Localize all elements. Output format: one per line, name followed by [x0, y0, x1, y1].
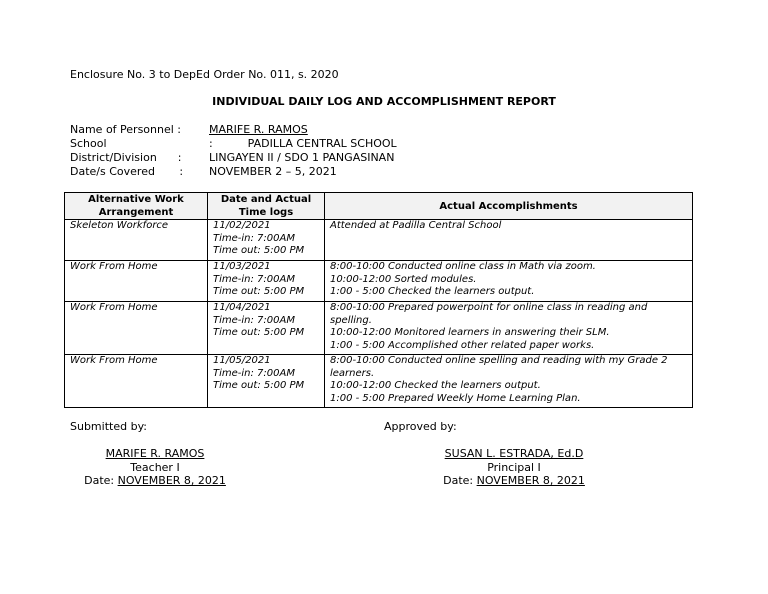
school-value: : PADILLA CENTRAL SCHOOL [209, 137, 397, 150]
arrangement-cell: Work From Home [65, 302, 208, 355]
submitter-date-value: NOVEMBER 8, 2021 [117, 474, 226, 487]
accomplishment-line: 8:00-10:00 Conducted online class in Math via zoom. [330, 261, 596, 272]
accomplishment-line: 10:00-12:00 Sorted modules. [330, 273, 477, 285]
approved-by-label: Approved by: [384, 420, 457, 433]
personnel-name-value: MARIFE R. RAMOS [209, 123, 308, 136]
dates-covered-value: NOVEMBER 2 – 5, 2021 [209, 165, 337, 178]
approver-date-value: NOVEMBER 8, 2021 [476, 474, 585, 487]
table-row [65, 261, 693, 302]
approver-name-text: SUSAN L. ESTRADA, Ed.D [444, 447, 584, 460]
approver-name [434, 447, 594, 460]
submitter-date-label: Date: [84, 474, 118, 487]
accomplishment-line: 10:00-12:00 Monitored learners in answering their SLM. [330, 327, 610, 338]
accomplishment-line: 8:00-10:00 Prepared powerpoint for online class in reading and spelling. [330, 302, 648, 326]
report-title: INDIVIDUAL DAILY LOG AND ACCOMPLISHMENT REPORT [212, 95, 556, 108]
arrangement-cell: Work From Home [65, 261, 208, 302]
accomplishment-line: learners. [330, 367, 375, 379]
log-date: 11/03/2021 [213, 261, 271, 272]
personnel-name-row [70, 123, 308, 136]
accomplishment-line: 8:00-10:00 Conducted online spelling and reading with my Grade 2 [330, 355, 668, 366]
dates-covered-row [70, 165, 337, 178]
district-value: LINGAYEN II / SDO 1 PANGASINAN [209, 151, 395, 164]
school-label: School [70, 137, 107, 150]
submitter-date [75, 474, 235, 487]
log-time-out: Time out: 5:00 PM [213, 380, 305, 391]
arrangement-cell: Work From Home [65, 355, 208, 408]
log-time-out: Time out: 5:00 PM [213, 327, 305, 338]
submitter-name [75, 447, 235, 460]
table-header-row [65, 193, 693, 220]
accomplishments-cell [325, 261, 693, 302]
log-date: 11/05/2021 [213, 355, 271, 366]
accomplishments-cell [325, 302, 693, 355]
dates-covered-label: Date/s Covered : [70, 165, 184, 178]
table-row [65, 355, 693, 408]
district-label: District/Division : [70, 151, 182, 164]
submitter-name-text: MARIFE R. RAMOS [105, 447, 205, 460]
date-time-cell [208, 261, 325, 302]
accomplishment-table [64, 192, 693, 408]
log-time-out: Time out: 5:00 PM [213, 286, 305, 297]
submitted-by-label: Submitted by: [70, 420, 147, 433]
approver-date [434, 474, 594, 487]
accomplishment-line: 1:00 - 5:00 Accomplished other related paper works. [330, 339, 595, 351]
header-date-time: Date and Actual Time logs [208, 193, 325, 220]
date-time-cell [208, 355, 325, 408]
school-row [70, 137, 397, 150]
accomplishment-line: 1:00 - 5:00 Checked the learners output. [330, 286, 535, 297]
accomplishment-line: 10:00-12:00 Checked the learners output. [330, 380, 541, 391]
log-time-in: Time-in: 7:00AM [213, 367, 295, 379]
header-accomplishments: Actual Accomplishments [325, 193, 693, 220]
header-arrangement: Alternative Work Arrangement [65, 193, 208, 220]
accomplishment-line: Attended at Padilla Central School [330, 220, 502, 231]
accomplishment-line: 1:00 - 5:00 Prepared Weekly Home Learning Plan. [330, 392, 581, 404]
log-date: 11/04/2021 [213, 302, 271, 313]
date-time-cell [208, 220, 325, 261]
submitter-position: Teacher I [130, 461, 180, 474]
log-time-out: Time out: 5:00 PM [213, 245, 305, 256]
table-row [65, 302, 693, 355]
log-time-in: Time-in: 7:00AM [213, 232, 295, 244]
district-row [70, 151, 394, 164]
accomplishments-cell [325, 355, 693, 408]
accomplishments-cell [325, 220, 693, 261]
date-time-cell [208, 302, 325, 355]
personnel-name-label: Name of Personnel : [70, 123, 182, 136]
log-time-in: Time-in: 7:00AM [213, 314, 295, 326]
enclosure-reference: Enclosure No. 3 to DepEd Order No. 011, s. 2020 [70, 68, 339, 81]
log-date: 11/02/2021 [213, 220, 271, 231]
table-row [65, 220, 693, 261]
approver-date-label: Date: [443, 474, 477, 487]
log-time-in: Time-in: 7:00AM [213, 273, 295, 285]
arrangement-cell: Skeleton Workforce [65, 220, 208, 261]
approver-position: Principal I [487, 461, 541, 474]
